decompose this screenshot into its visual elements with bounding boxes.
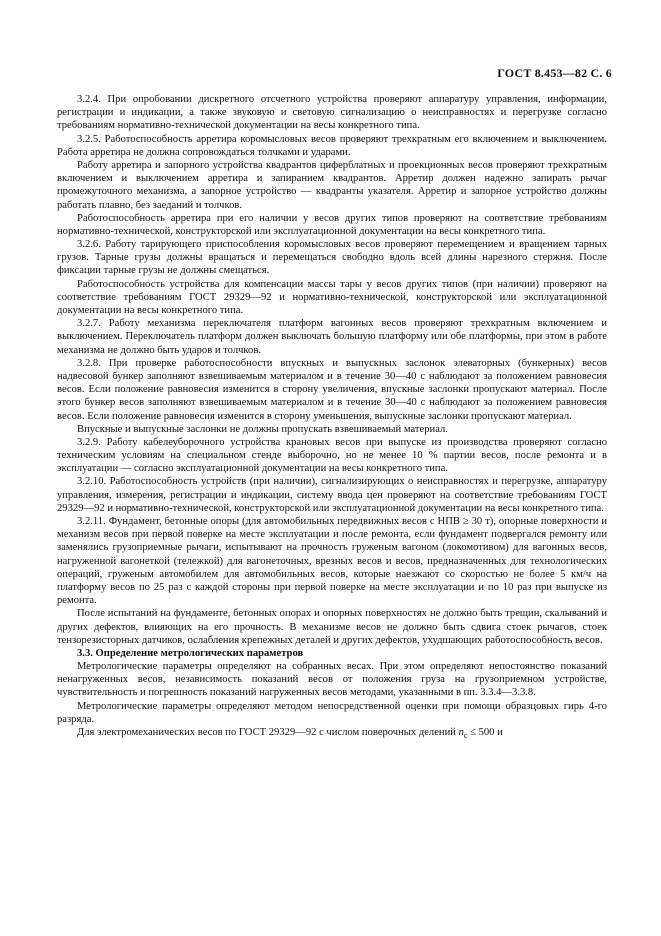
document-body xyxy=(57,93,607,742)
paragraph-3-2-6: 3.2.6. Работу тарирующего приспособления коромысловых весов проверяют перемещением и вращением тарных грузов. Тарные грузы должны вращаться и перемещаться свободно вдоль всей длины нарезного стержня. После фиксации тарные грузы не должны смещаться. xyxy=(57,239,607,277)
paragraph-metrological-params: Метрологические параметры определяют на собранных весах. При этом определяют непостоянство показаний ненагруженных весов, независимость показаний весов от положения груза на грузоприемном устройстве, чувствительность и погрешность показаний нагруженных весов методами, указанными в пп. 3.3.4—3.3.8. xyxy=(57,661,607,699)
paragraph-arretir-quadrants: Работу арретира и запорного устройства квадрантов циферблатных и проекционных весов проверяют трехкратным включением и выключением арретира и запиранием квадрантов. Арретир должен надежно запирать рычаг промежуточного механизма, а запорное устройство — квадранты указателя. Арретир и запорное устройство должны работать плавно, без заеданий и толчков. xyxy=(57,159,607,211)
paragraph-valves: Впускные и выпускные заслонки не должны пропускать взвешиваемый материал. xyxy=(77,423,448,435)
paragraph-after-tests: После испытаний на фундаменте, бетонных опорах и опорных поверхностях не должно быть трещин, скалываний и других дефектов, влияющих на его прочность. В механизме весов не должно быть сдвига стоек рычагов, стоек тензорезисторных датчиков, ослабления крепежных деталей и других дефектов, ухудшающих работоспособность весов. xyxy=(57,608,607,646)
paragraph-electromechanical xyxy=(57,726,607,742)
text-after-var: ≤ 500 и xyxy=(467,727,503,738)
paragraph-3-2-5: 3.2.5. Работоспособность арретира коромысловых весов проверяют трехкратным его включением и выключением. Работа арретира не должна сопровождаться толчками и ударами. xyxy=(57,133,607,158)
var-subscript: c xyxy=(463,731,468,741)
paragraph-direct-estimation: Метрологические параметры определяют методом непосредственной оценки при помощи образцовых гирь 4-го разряда. xyxy=(57,700,607,725)
paragraph-tare-compensation: Работоспособность устройства для компенсации массы тары у весов других типов (при наличии) проверяют на соответствие требованиям ГОСТ 29329—92 и нормативно-технической, конструкторской или эксплуатационной документации на весы конкретного типа. xyxy=(57,278,607,316)
paragraph-3-2-9: 3.2.9. Работу кабелеуборочного устройства крановых весов при выпуске из производства проверяют согласно техническим условиям на специальном стенде выборочно, но не менее 10 % партии весов, после ремонта и в эксплуатации — согласно эксплуатационной документации на весы конкретного типа. xyxy=(57,436,607,475)
text-before-var: Для электромеханических весов по ГОСТ 29329—92 с числом поверочных делений xyxy=(77,727,459,738)
section-heading-3-3: 3.3. Определение метрологических параметров xyxy=(77,647,304,659)
var-n: n xyxy=(458,727,464,738)
paragraph-3-2-8: 3.2.8. При проверке работоспособности впускных и выпускных заслонок элеваторных (бункерных) весов надвесовой бункер заполняют взвешиваемым материалом и в течение 30—40 с наблюдают за положением равновесия весов. Если положение равновесия изменится в сторону увеличения, впускные заслонки пропускают материал. После этого бункер весов заполняют взвешиваемым материалом и в течение 30—40 с наблюдают за положением равновесия весов. Если положение равновесия изменится в сторону уменьшения, выпускные заслонки пропускают материал. xyxy=(57,357,607,422)
paragraph-arretir-other-types: Работоспособность арретира при его наличии у весов других типов проверяют на соответствие требованиям нормативно-технической, конструкторской или эксплуатационной документации на весы конкретного типа. xyxy=(57,212,607,237)
paragraph-3-2-4: 3.2.4. При опробовании дискретного отсчетного устройства проверяют аппаратуру управления, информации, регистрации и индикации, а также звуковую и световую сигнализацию о неисправностях и перегрузке согласно требованиям нормативно-технической документации на весы конкретного типа. xyxy=(57,94,607,132)
page-header: ГОСТ 8.453—82 С. 6 xyxy=(497,66,612,80)
paragraph-3-2-7: 3.2.7. Работу механизма переключателя платформ вагонных весов проверяют трехкратным включением и выключением. Переключатель платформ должен выключать большую платформу или обе платформы, при этом в работе механизма не должно быть ударов и толчков. xyxy=(57,318,607,356)
paragraph-3-2-10: 3.2.10. Работоспособность устройств (при наличии), сигнализирующих о неисправностях и перегрузке, аппаратуру управления, измерения, регистрации и индикации, систему ввода цен проверяют на соответствие требованиям ГОСТ 29329—92 и нормативно-технической, конструкторской или эксплуатационной документации на весы конкретного типа. xyxy=(57,476,607,514)
paragraph-3-2-11: 3.2.11. Фундамент, бетонные опоры (для автомобильных передвижных весов с НПВ ≥ 30 т), опорные поверхности и механизм весов при первой поверке на месте эксплуатации и после ремонта, если фундамент подвергался ремонту или заменялись грузоприемные рычаги, испытывают на прочность груженым вагоном (локомотивом) для вагонных весов, нагруженной вагонеткой (тележкой) для вагонеточных, врезных весов и весов, предназначенных для технологических операций, груженым автомобилем для автомобильных весов, которые наезжают со скоростью не более 5 км/ч на платформу весов по 25 раз с каждой стороны при первой поверке на месте эксплуатации и по 10 раз при выпуске из ремонта. xyxy=(57,516,607,607)
